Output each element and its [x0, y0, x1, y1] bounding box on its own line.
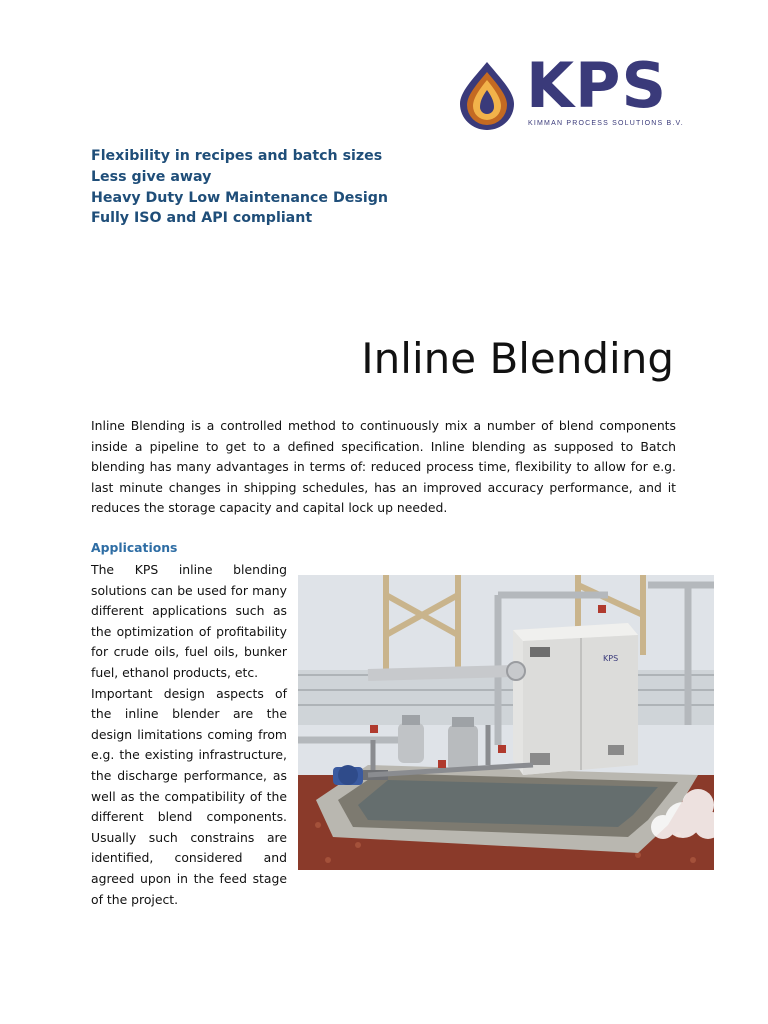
blending-skid-photo: [298, 575, 714, 870]
logo-subtitle: KIMMAN PROCESS SOLUTIONS B.V.: [528, 120, 684, 127]
intro-paragraph: Inline Blending is a controlled method to continuously mix a number of blend components inside a pipeline to get to a defined specification. Inline blending as supposed to Batch blending has many advantages in terms of: reduced process time, flexibility to allow for e.g. last minute changes in shipping schedules, has an improved accuracy performance, and it reduces the storage capacity and capital lock up needed.: [91, 418, 676, 516]
applications-paragraph: The KPS inline blending solutions can be used for many different applications such as the optimization of profitability for crude oils, fuel oils, bunker fuel, ethanol products, etc.: [91, 562, 287, 680]
cabinet-logo-text: KPS: [603, 654, 619, 663]
blending-skid-illustration: [298, 575, 714, 870]
kps-logo: [456, 49, 696, 130]
feature-item: Heavy Duty Low Maintenance Design: [91, 189, 388, 206]
flame-drop-icon: [456, 58, 518, 130]
feature-item: Fully ISO and API compliant: [91, 210, 313, 227]
page-title: Inline Blending: [361, 334, 674, 383]
feature-list: [91, 146, 388, 229]
applications-paragraph: Important design aspects of the inline blender are the design limitations coming from e.g. the existing infrastructure, the discharge performance, as well as the compatibility of the different blend components. Usually such constrains are identified, considered and agreed upon in the feed stage of the project.: [91, 685, 287, 907]
logo-wordmark: KPS: [526, 49, 668, 122]
feature-item: Flexibility in recipes and batch sizes: [91, 148, 383, 164]
applications-heading: Applications: [91, 540, 178, 555]
applications-text: [91, 560, 287, 910]
feature-item: Less give away: [91, 168, 212, 185]
